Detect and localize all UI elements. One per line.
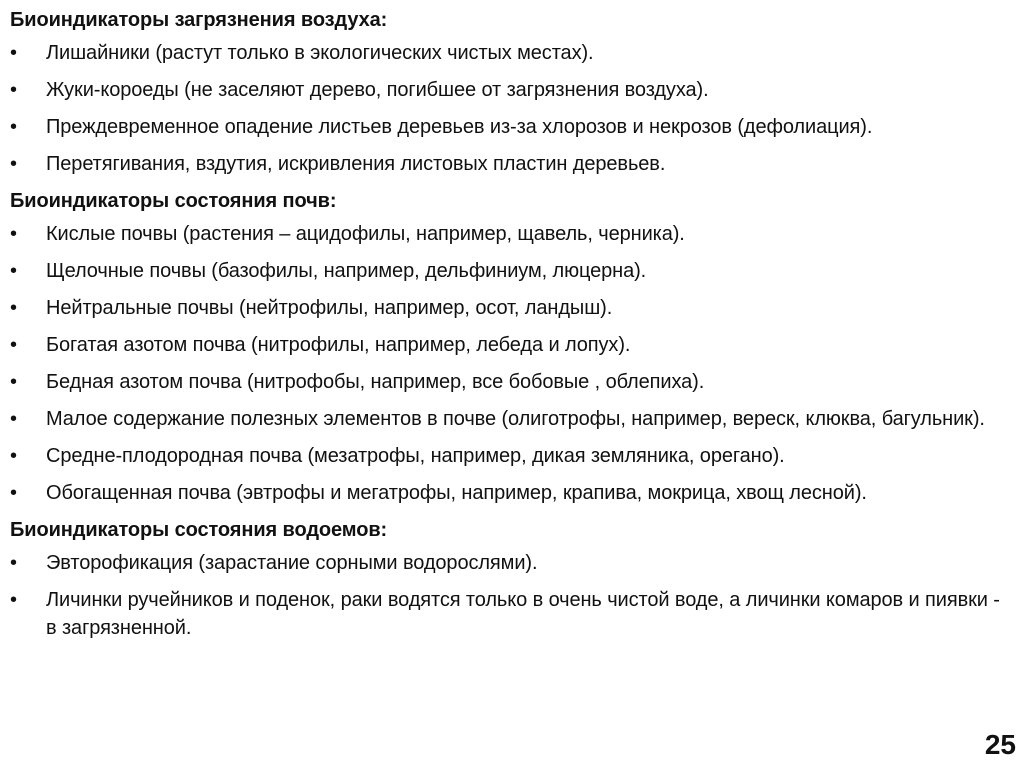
bullet-icon: •: [10, 79, 17, 101]
bullet-icon: •: [10, 297, 17, 319]
section-title-water: Биоиндикаторы состояния водоемов:: [10, 519, 388, 541]
bullet-icon: •: [10, 589, 17, 611]
list-item-text: Кислые почвы (растения – ацидофилы, например, щавель, черника).: [46, 223, 685, 245]
list-item-text: Средне-плодородная почва (мезатрофы, например, дикая земляника, орегано).: [46, 445, 785, 467]
section-title-air: Биоиндикаторы загрязнения воздуха:: [10, 9, 388, 31]
list-item-text: Бедная азотом почва (нитрофобы, например, все бобовые , облепиха).: [46, 371, 705, 393]
list-item-text: Преждевременное опадение листьев деревьев из-за хлорозов и некрозов (дефолиация).: [46, 116, 873, 138]
list-item: [10, 331, 1010, 359]
bullet-icon: •: [10, 42, 17, 64]
bullet-icon: •: [10, 482, 17, 504]
bullet-list-soil: [10, 220, 1010, 507]
list-item-text: Эвторофикация (зарастание сорными водорослями).: [46, 552, 538, 574]
bullet-icon: •: [10, 153, 17, 175]
section-title-soil: Биоиндикаторы состояния почв:: [10, 190, 337, 212]
list-item: [10, 150, 1010, 178]
list-item-text: Малое содержание полезных элементов в почве (олиготрофы, например, вереск, клюква, багульник).: [46, 408, 985, 430]
page-number: 25: [984, 729, 1016, 760]
bullet-list-water: [10, 549, 1010, 642]
bullet-icon: •: [10, 371, 17, 393]
list-item: [10, 76, 1010, 104]
list-item: [10, 586, 1010, 642]
list-item: [10, 113, 1010, 141]
list-item-text: Щелочные почвы (базофилы, например, дельфиниум, люцерна).: [46, 260, 647, 282]
list-item: [10, 294, 1010, 322]
bullet-icon: •: [10, 116, 17, 138]
list-item-text: Богатая азотом почва (нитрофилы, например, лебеда и лопух).: [46, 334, 631, 356]
list-item: [10, 220, 1010, 248]
list-item: [10, 368, 1010, 396]
list-item: [10, 39, 1010, 67]
list-item: [10, 479, 1010, 507]
bullet-icon: •: [10, 445, 17, 467]
bullet-icon: •: [10, 334, 17, 356]
list-item-text: Нейтральные почвы (нейтрофилы, например, осот, ландыш).: [46, 297, 613, 319]
list-item: [10, 549, 1010, 577]
list-item: [10, 442, 1010, 470]
bullet-list-air: [10, 39, 1010, 178]
list-item-text: Обогащенная почва (эвтрофы и мегатрофы, например, крапива, мокрица, хвощ лесной).: [46, 482, 867, 504]
list-item-text: Жуки-короеды (не заселяют дерево, погибшее от загрязнения воздуха).: [46, 79, 709, 101]
bullet-icon: •: [10, 223, 17, 245]
list-item-text: Перетягивания, вздутия, искривления листовых пластин деревьев.: [46, 153, 666, 175]
list-item: [10, 257, 1010, 285]
list-item-text: Личинки ручейников и поденок, раки водятся только в очень чистой воде, а личинки комаров и пиявки - в загрязненной.: [46, 589, 1000, 639]
bullet-icon: •: [10, 552, 17, 574]
bullet-icon: •: [10, 260, 17, 282]
bullet-icon: •: [10, 408, 17, 430]
list-item-text: Лишайники (растут только в экологических чистых местах).: [46, 42, 594, 64]
list-item: [10, 405, 1010, 433]
slide-content: [10, 6, 1010, 651]
